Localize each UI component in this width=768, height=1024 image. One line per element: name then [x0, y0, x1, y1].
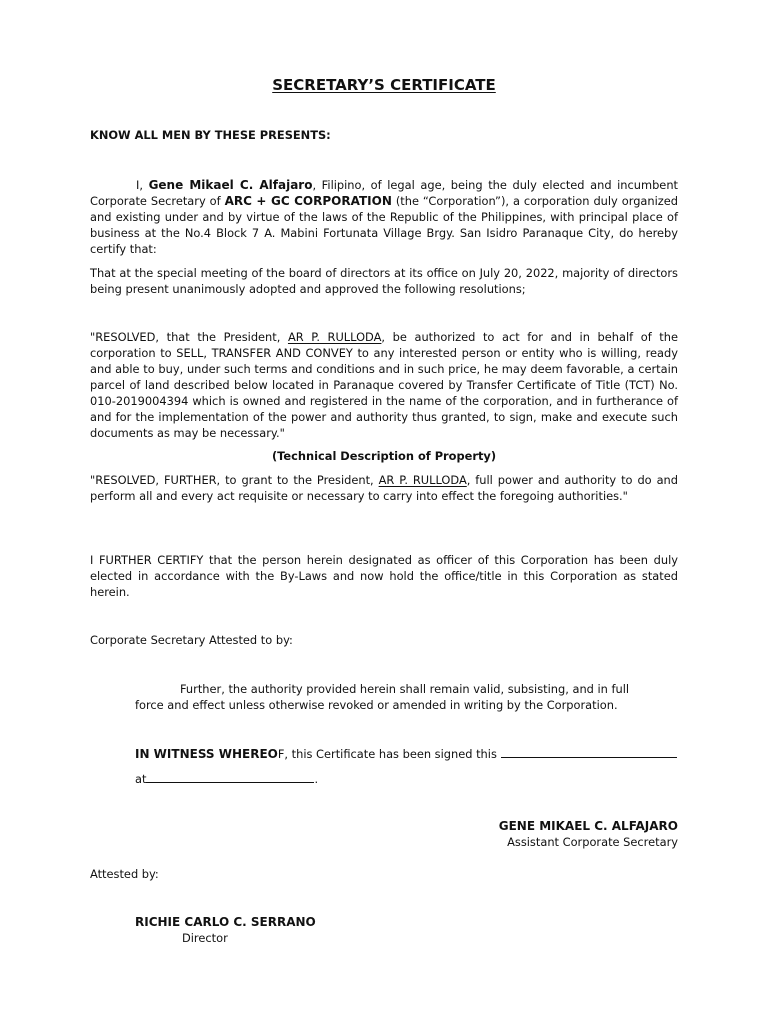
place-line: [135, 770, 435, 787]
para1-text-2: , Filipino, of legal age, being the duly elected and incumbent Corporate Secretary of: [90, 178, 679, 208]
resolution1-text-2: , be authorized to act for and in behalf of the corporation to SELL, TRANSFER AND CONVEY to any interested person or entity who is willing, ready and able to buy, under such terms and conditions and in such price, he may deem favorable, a certain parcel of land described below located in Paranaque covered by Transfer Certificate of Title (TCT) No. 010-2019004394 which is owned and registered in the name of the corporation, and in furtherance of and for the implementation of the power and authority thus granted, to sign, make and execute such documents as may be necessary.": [90, 330, 678, 440]
para1-text-1: I,: [136, 178, 149, 192]
signatory-name: GENE MIKAEL C. ALFAJARO: [498, 819, 678, 833]
technical-description-heading: (Technical Description of Property): [271, 449, 497, 463]
attested-by-label: Attested by:: [90, 867, 159, 881]
place-blank[interactable]: [146, 770, 314, 783]
resolution1-text-1: "RESOLVED, that the President,: [90, 330, 288, 344]
validity-line-1: Further, the authority provided herein shall remain valid, subsisting, and in full: [180, 682, 630, 696]
resolution2-text-1: "RESOLVED, FURTHER, to grant to the President,: [90, 473, 379, 487]
date-blank[interactable]: [501, 745, 677, 758]
attested-line: Corporate Secretary Attested to by:: [90, 633, 293, 647]
corporation-name: ARC + GC CORPORATION: [224, 194, 392, 208]
place-period: .: [314, 772, 319, 786]
paragraph-meeting: That at the special meeting of the board of directors at its office on July 20, 2022, majority of directors being present unanimously adopted and approved the following resolutions;: [90, 266, 678, 296]
paragraph-certification: [90, 177, 678, 257]
further-certify-paragraph: I FURTHER CERTIFY that the person herein designated as officer of this Corporation has been duly elected in accordance with the By-Laws and now hold the office/title in this Corporation as stated herein.: [90, 553, 678, 599]
resolution-second: [90, 472, 678, 504]
witness-bold: IN WITNESS WHEREO: [135, 747, 278, 761]
resolution2-text-2: , full power and authority to do and perform all and every act requisite or necessary to carry into effect the foregoing authorities.": [90, 473, 678, 503]
director-title: Director: [182, 931, 228, 945]
place-label: at: [135, 772, 147, 786]
preamble: KNOW ALL MEN BY THESE PRESENTS:: [90, 128, 331, 142]
president-name: AR P. RULLODA: [287, 330, 382, 344]
witness-text: F, this Certificate has been signed this: [277, 747, 501, 761]
validity-line-2: force and effect unless otherwise revoked or amended in writing by the Corporation.: [135, 698, 618, 712]
para1-text-3: (the “Corporation”), a corporation duly organized and existing under and by virtue of the laws of the Republic of the Philippines, with principal place of business at the No.4 Block 7 A. Mabini Fortunata Village Brgy. San Isidro Paranaque City, do hereby certify that:: [90, 194, 679, 256]
director-name: RICHIE CARLO C. SERRANO: [135, 915, 316, 929]
president-name: AR P. RULLODA: [378, 473, 467, 487]
witness-line: [135, 745, 695, 762]
document-title: SECRETARY’S CERTIFICATE: [272, 76, 496, 94]
secretary-name: Gene Mikael C. Alfajaro: [148, 178, 313, 192]
signatory-title: Assistant Corporate Secretary: [507, 835, 678, 849]
resolution-first: [90, 329, 678, 441]
